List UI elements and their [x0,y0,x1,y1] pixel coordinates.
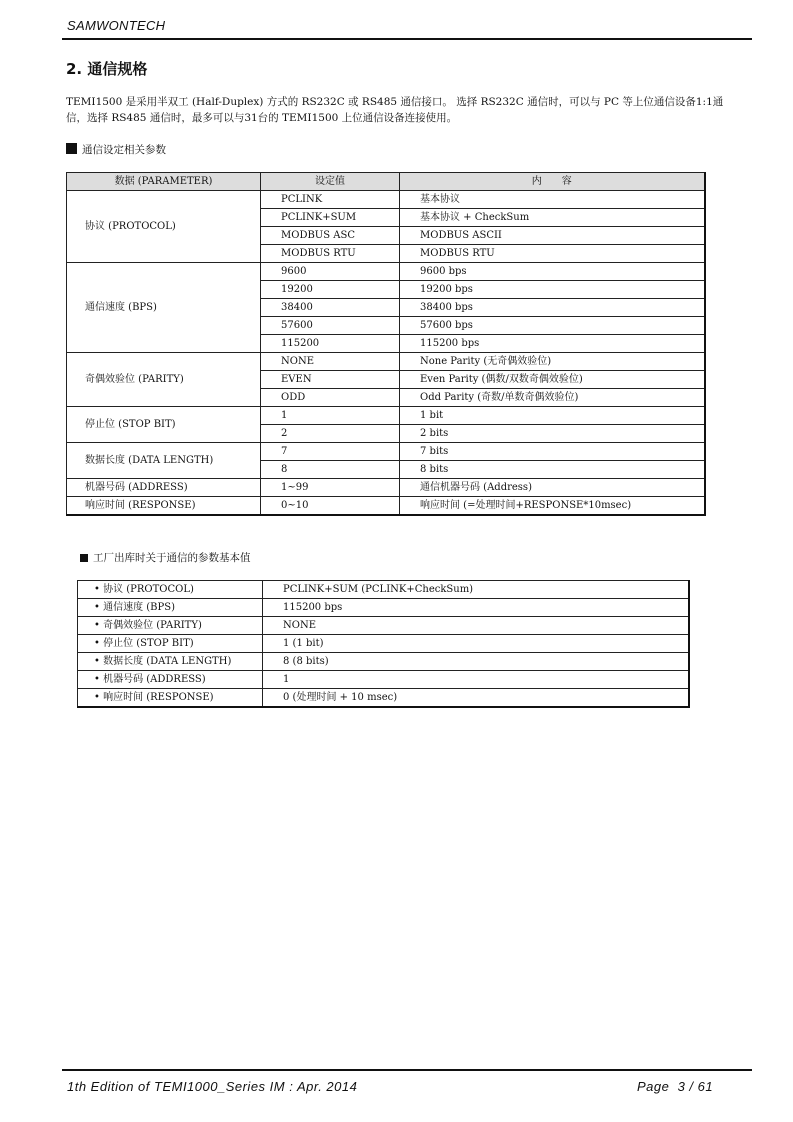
factory-param-cell: • 奇偶效验位 (PARITY) [78,617,263,635]
factory-param-cell: • 通信速度 (BPS) [78,599,263,617]
content-cell: None Parity (无奇偶效验位) [400,353,705,371]
param-name-cell: 协议 (PROTOCOL) [67,191,261,263]
factory-value-cell: NONE [263,617,689,635]
column-header-content: 内 容 [400,173,705,191]
setting-value-cell: PCLINK+SUM [261,209,400,227]
table-row [78,653,689,671]
footer-rule [62,1069,752,1071]
table-row [67,263,705,281]
setting-value-cell: 7 [261,443,400,461]
params-table [66,172,706,516]
content-cell: 9600 bps [400,263,705,281]
factory-table-body [78,581,689,708]
params-table-body [67,191,705,516]
content-cell: MODBUS RTU [400,245,705,263]
setting-value-cell: EVEN [261,371,400,389]
setting-value-cell: PCLINK [261,191,400,209]
setting-value-cell: MODBUS ASC [261,227,400,245]
table-row [67,407,705,425]
setting-value-cell: NONE [261,353,400,371]
factory-param-cell: • 数据长度 (DATA LENGTH) [78,653,263,671]
column-header-parameter: 数据 (PARAMETER) [67,173,261,191]
content-cell: Even Parity (偶数/双数奇偶效验位) [400,371,705,389]
table-row [67,191,705,209]
factory-param-cell: • 停止位 (STOP BIT) [78,635,263,653]
factory-defaults-table [77,580,690,708]
setting-value-cell: 38400 [261,299,400,317]
content-cell: 7 bits [400,443,705,461]
table-row [67,443,705,461]
footer-edition: 1th Edition of TEMI1000_Series IM : Apr. 2014 [67,1079,358,1094]
table-row [67,479,705,497]
section-title: 2. 通信规格 [66,60,148,78]
content-cell: 响应时间 (=处理时间+RESPONSE*10msec) [400,497,705,516]
setting-value-cell: 1 [261,407,400,425]
content-cell: 2 bits [400,425,705,443]
column-header-setting: 设定值 [261,173,400,191]
table-row [78,581,689,599]
setting-value-cell: 1~99 [261,479,400,497]
content-cell: 基本协议 [400,191,705,209]
content-cell: Odd Parity (奇数/单数奇偶效验位) [400,389,705,407]
content-cell: 19200 bps [400,281,705,299]
content-cell: 基本协议 + CheckSum [400,209,705,227]
param-name-cell: 通信速度 (BPS) [67,263,261,353]
content-cell: 1 bit [400,407,705,425]
factory-value-cell: 115200 bps [263,599,689,617]
content-cell: 8 bits [400,461,705,479]
table-row [78,671,689,689]
table-row [78,599,689,617]
param-name-cell: 奇偶效验位 (PARITY) [67,353,261,407]
setting-value-cell: 9600 [261,263,400,281]
square-bullet-icon [80,554,88,562]
factory-value-cell: 1 [263,671,689,689]
setting-value-cell: 0~10 [261,497,400,516]
square-bullet-icon [66,143,77,154]
setting-value-cell: 8 [261,461,400,479]
param-name-cell: 响应时间 (RESPONSE) [67,497,261,516]
table-row [78,617,689,635]
setting-value-cell: 57600 [261,317,400,335]
setting-value-cell: ODD [261,389,400,407]
table-row [67,497,705,516]
factory-value-cell: 1 (1 bit) [263,635,689,653]
param-name-cell: 机器号码 (ADDRESS) [67,479,261,497]
factory-value-cell: 8 (8 bits) [263,653,689,671]
setting-value-cell: MODBUS RTU [261,245,400,263]
params-heading [66,142,166,157]
factory-heading [80,550,251,565]
table-row [67,353,705,371]
table-row [78,689,689,708]
factory-value-cell: PCLINK+SUM (PCLINK+CheckSum) [263,581,689,599]
content-cell: 57600 bps [400,317,705,335]
intro-paragraph: TEMI1500 是采用半双工 (Half-Duplex) 方式的 RS232C 或 RS485 通信接口。 选择 RS232C 通信时，可以与 PC 等上位通信设备1:1通信，选择 RS485 通信时，最多可以与31台的 TEMI1500 上位通信设备连接使用。 [66,96,724,124]
content-cell: 38400 bps [400,299,705,317]
factory-value-cell: 0 (处理时间 + 10 msec) [263,689,689,708]
params-table-header-row [67,173,705,191]
factory-heading-text: 工厂出库时关于通信的参数基本值 [93,552,251,564]
setting-value-cell: 2 [261,425,400,443]
setting-value-cell: 115200 [261,335,400,353]
param-name-cell: 数据长度 (DATA LENGTH) [67,443,261,479]
param-name-cell: 停止位 (STOP BIT) [67,407,261,443]
setting-value-cell: 19200 [261,281,400,299]
content-cell: 通信机器号码 (Address) [400,479,705,497]
content-cell: 115200 bps [400,335,705,353]
content-cell: MODBUS ASCII [400,227,705,245]
header-rule [62,38,752,40]
header-brand: SAMWONTECH [67,18,166,33]
factory-param-cell: • 机器号码 (ADDRESS) [78,671,263,689]
factory-param-cell: • 响应时间 (RESPONSE) [78,689,263,708]
params-heading-text: 通信设定相关参数 [82,144,166,156]
factory-param-cell: • 协议 (PROTOCOL) [78,581,263,599]
footer-page-number: Page 3 / 61 [637,1079,714,1094]
table-row [78,635,689,653]
